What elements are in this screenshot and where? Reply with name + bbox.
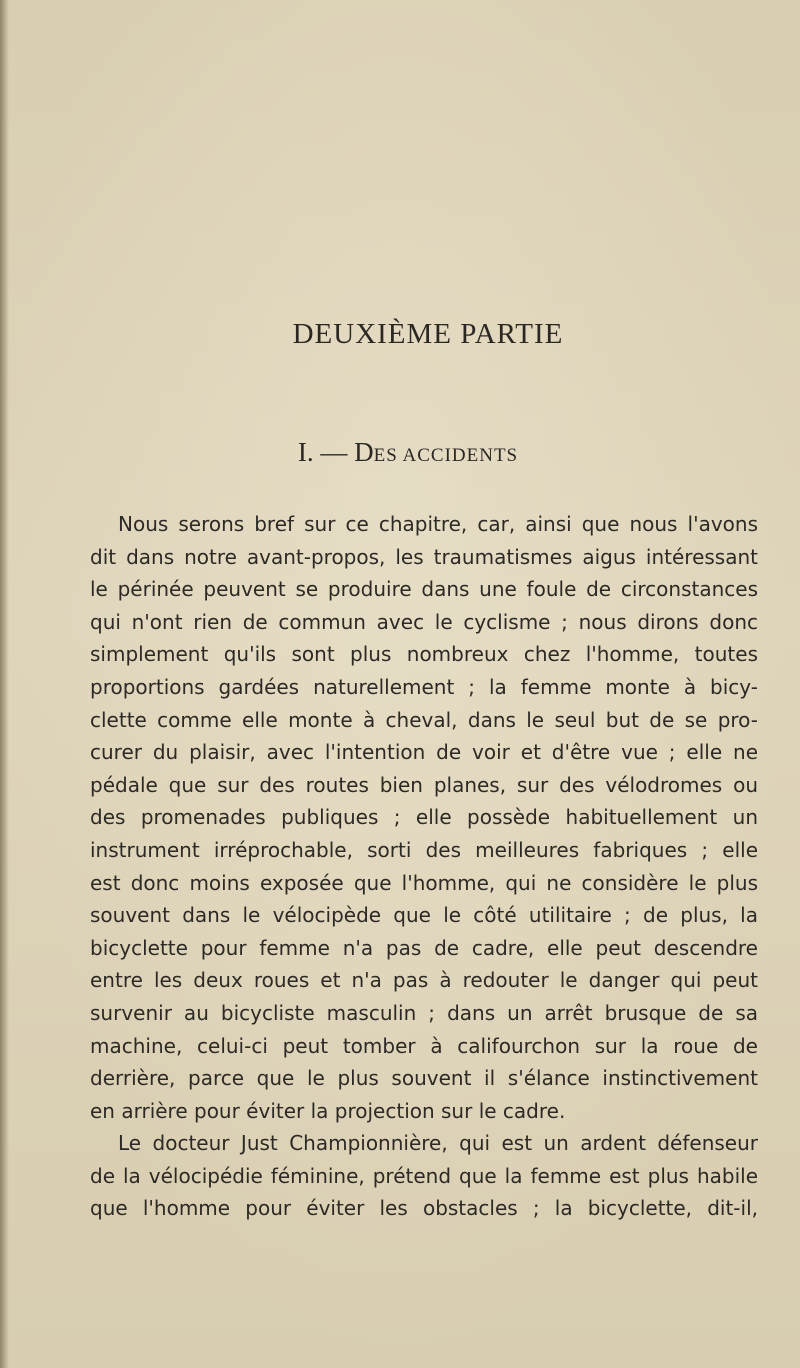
text-line: machine, celui-ci peut tomber à califourchon sur la roue de [90, 1033, 758, 1058]
text-line: que l'homme pour éviter les obstacles ; la bicyclette, dit-il, [90, 1196, 758, 1221]
text-line: qui n'ont rien de commun avec le cyclisme ; nous dirons donc [90, 609, 758, 634]
text-line: Le docteur Just Championnière, qui est un ardent défenseur [118, 1131, 758, 1156]
text-line: proportions gardées naturellement ; la femme monte à bicy- [90, 674, 758, 699]
section-number: I. — [297, 437, 348, 467]
text-line: instrument irréprochable, sorti des meilleures fabriques ; elle [90, 837, 758, 862]
text-line: Nous serons bref sur ce chapitre, car, ainsi que nous l'avons [118, 512, 758, 536]
paragraph-2 [90, 1127, 758, 1225]
text-line: le périnée peuvent se produire dans une foule de circonstances [90, 577, 758, 602]
text-line: en arrière pour éviter la projection sur le cadre. [90, 1098, 566, 1123]
part-title: DEUXIÈME PARTIE [292, 318, 564, 350]
text-line: derrière, parce que le plus souvent il s'élance instinctivement [90, 1066, 758, 1091]
text-line: des promenades publiques ; elle possède habituellement un [90, 805, 758, 830]
body-text [90, 508, 758, 1225]
text-line: clette comme elle monte à cheval, dans le seul but de se pro- [90, 707, 758, 732]
section-title-rest: ES ACCIDENTS [373, 445, 519, 466]
text-line: souvent dans le vélocipède que le côté utilitaire ; de plus, la [90, 903, 758, 928]
text-line: bicyclette pour femme n'a pas de cadre, elle peut descendre [90, 935, 758, 960]
page-binding-edge [0, 0, 9, 1368]
section-heading [0, 437, 800, 468]
text-line: curer du plaisir, avec l'intention de voir et d'être vue ; elle ne [90, 740, 758, 765]
text-line: dit dans notre avant-propos, les traumatismes aigus intéressant [90, 544, 758, 569]
text-line: survenir au bicycliste masculin ; dans un arrêt brusque de sa [90, 1000, 758, 1025]
text-line: simplement qu'ils sont plus nombreux chez l'homme, toutes [90, 642, 758, 667]
paragraph-1 [90, 508, 758, 1127]
text-line: pédale que sur des routes bien planes, sur des vélodromes ou [90, 772, 758, 797]
text-line: de la vélocipédie féminine, prétend que la femme est plus habile [90, 1163, 758, 1188]
section-title-initial: D [354, 437, 374, 467]
text-line: entre les deux roues et n'a pas à redouter le danger qui peut [90, 968, 758, 993]
text-line: est donc moins exposée que l'homme, qui ne considère le plus [90, 870, 758, 895]
